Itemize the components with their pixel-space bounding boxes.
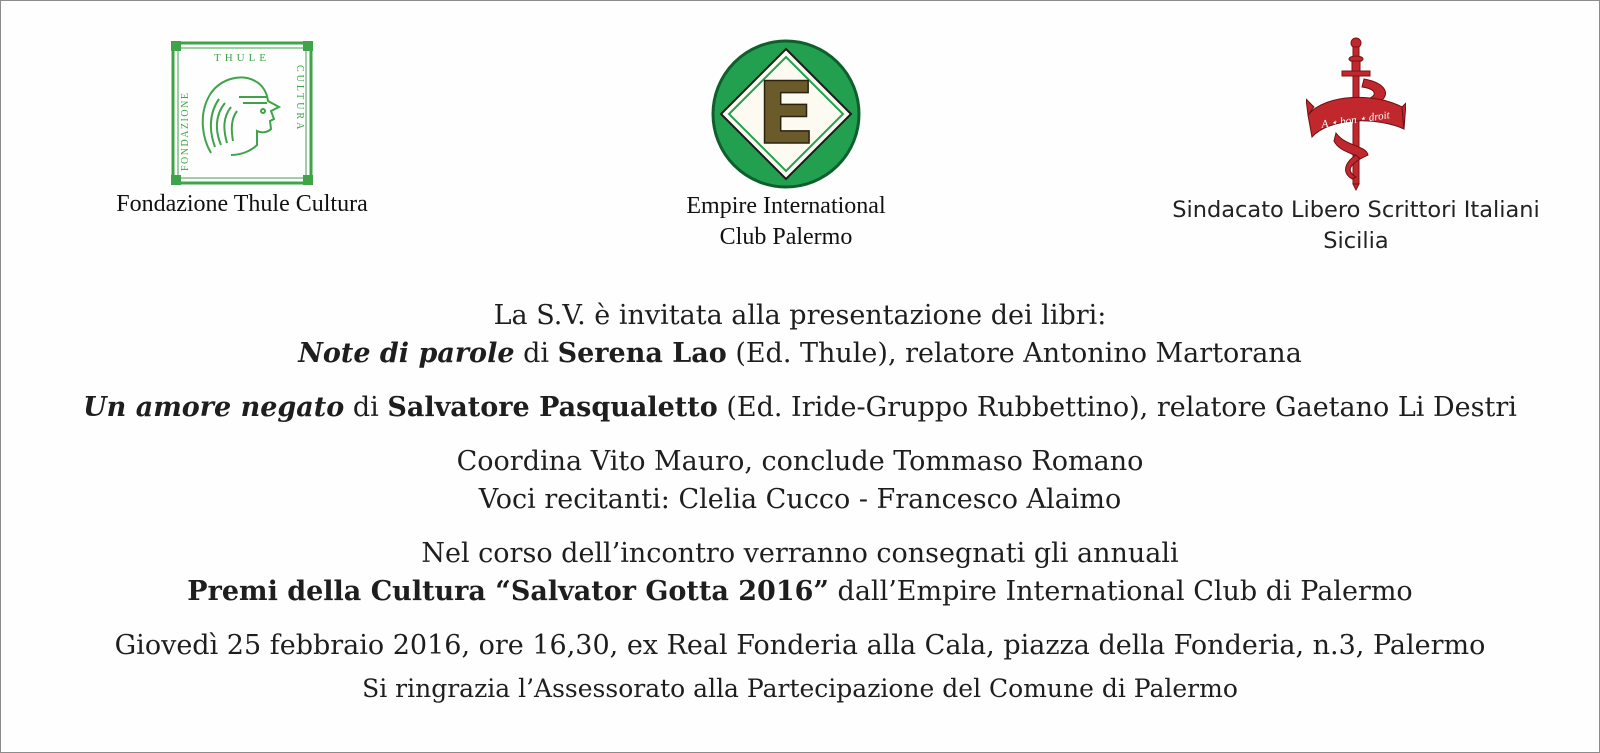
book2-line xyxy=(1,389,1599,427)
sindacato-logo-block xyxy=(1151,37,1561,257)
empire-caption-line2: Club Palermo xyxy=(719,224,853,250)
thule-frame-left: FONDAZIONE xyxy=(180,91,191,171)
book1-line xyxy=(1,335,1599,373)
book2-author: Salvatore Pasqualetto xyxy=(387,392,718,423)
coordination-line: Coordina Vito Mauro, conclude Tommaso Romano xyxy=(456,446,1144,477)
invitation-body xyxy=(1,297,1599,707)
book2-di: di xyxy=(352,392,379,423)
awards-intro-line: Nel corso dell’incontro verranno consegnati gli annuali xyxy=(421,538,1179,569)
empire-logo-block xyxy=(661,39,911,253)
thule-frame-top: THULE xyxy=(213,52,271,64)
thule-frame-right: CULTURA xyxy=(294,65,305,133)
awards-bold: Premi della Cultura “Salvator Gotta 2016” xyxy=(187,576,829,607)
awards-line xyxy=(1,573,1599,611)
event-line: Giovedì 25 febbraio 2016, ore 16,30, ex Real Fonderia alla Cala, piazza della Fonderia, n.3, Palermo xyxy=(114,630,1486,661)
awards-rest: dall’Empire International Club di Palermo xyxy=(837,576,1413,607)
book2-title: Un amore negato xyxy=(83,392,345,423)
thanks-line: Si ringrazia l’Assessorato alla Partecipazione del Comune di Palermo xyxy=(362,674,1238,703)
thule-logo-block xyxy=(97,41,387,220)
book1-di: di xyxy=(523,338,550,369)
voices-line: Voci recitanti: Clelia Cucco - Francesco Alaimo xyxy=(478,484,1122,515)
thule-helmet-logo xyxy=(171,41,313,185)
thule-caption: Fondazione Thule Cultura xyxy=(116,191,368,217)
empire-emblem-logo xyxy=(710,39,862,189)
helmet-head-icon xyxy=(203,77,279,155)
book2-rest: (Ed. Iride-Gruppo Rubbettino), relatore Gaetano Li Destri xyxy=(726,392,1517,423)
empire-caption-line1: Empire International xyxy=(686,193,886,219)
empire-letter: E xyxy=(756,64,816,164)
sindacato-caption-line2: Sicilia xyxy=(1323,228,1389,254)
book1-rest: (Ed. Thule), relatore Antonino Martorana xyxy=(735,338,1302,369)
book1-author: Serena Lao xyxy=(557,338,727,369)
intro-line: La S.V. è invitata alla presentazione dei libri: xyxy=(493,300,1107,331)
sindacato-sword-ribbon-logo xyxy=(1306,37,1406,191)
book1-title: Note di parole xyxy=(298,338,515,369)
sindacato-motto: A ⋆ bon ⋆ droit xyxy=(1320,109,1391,131)
sindacato-caption-line1: Sindacato Libero Scrittori Italiani xyxy=(1172,197,1540,223)
